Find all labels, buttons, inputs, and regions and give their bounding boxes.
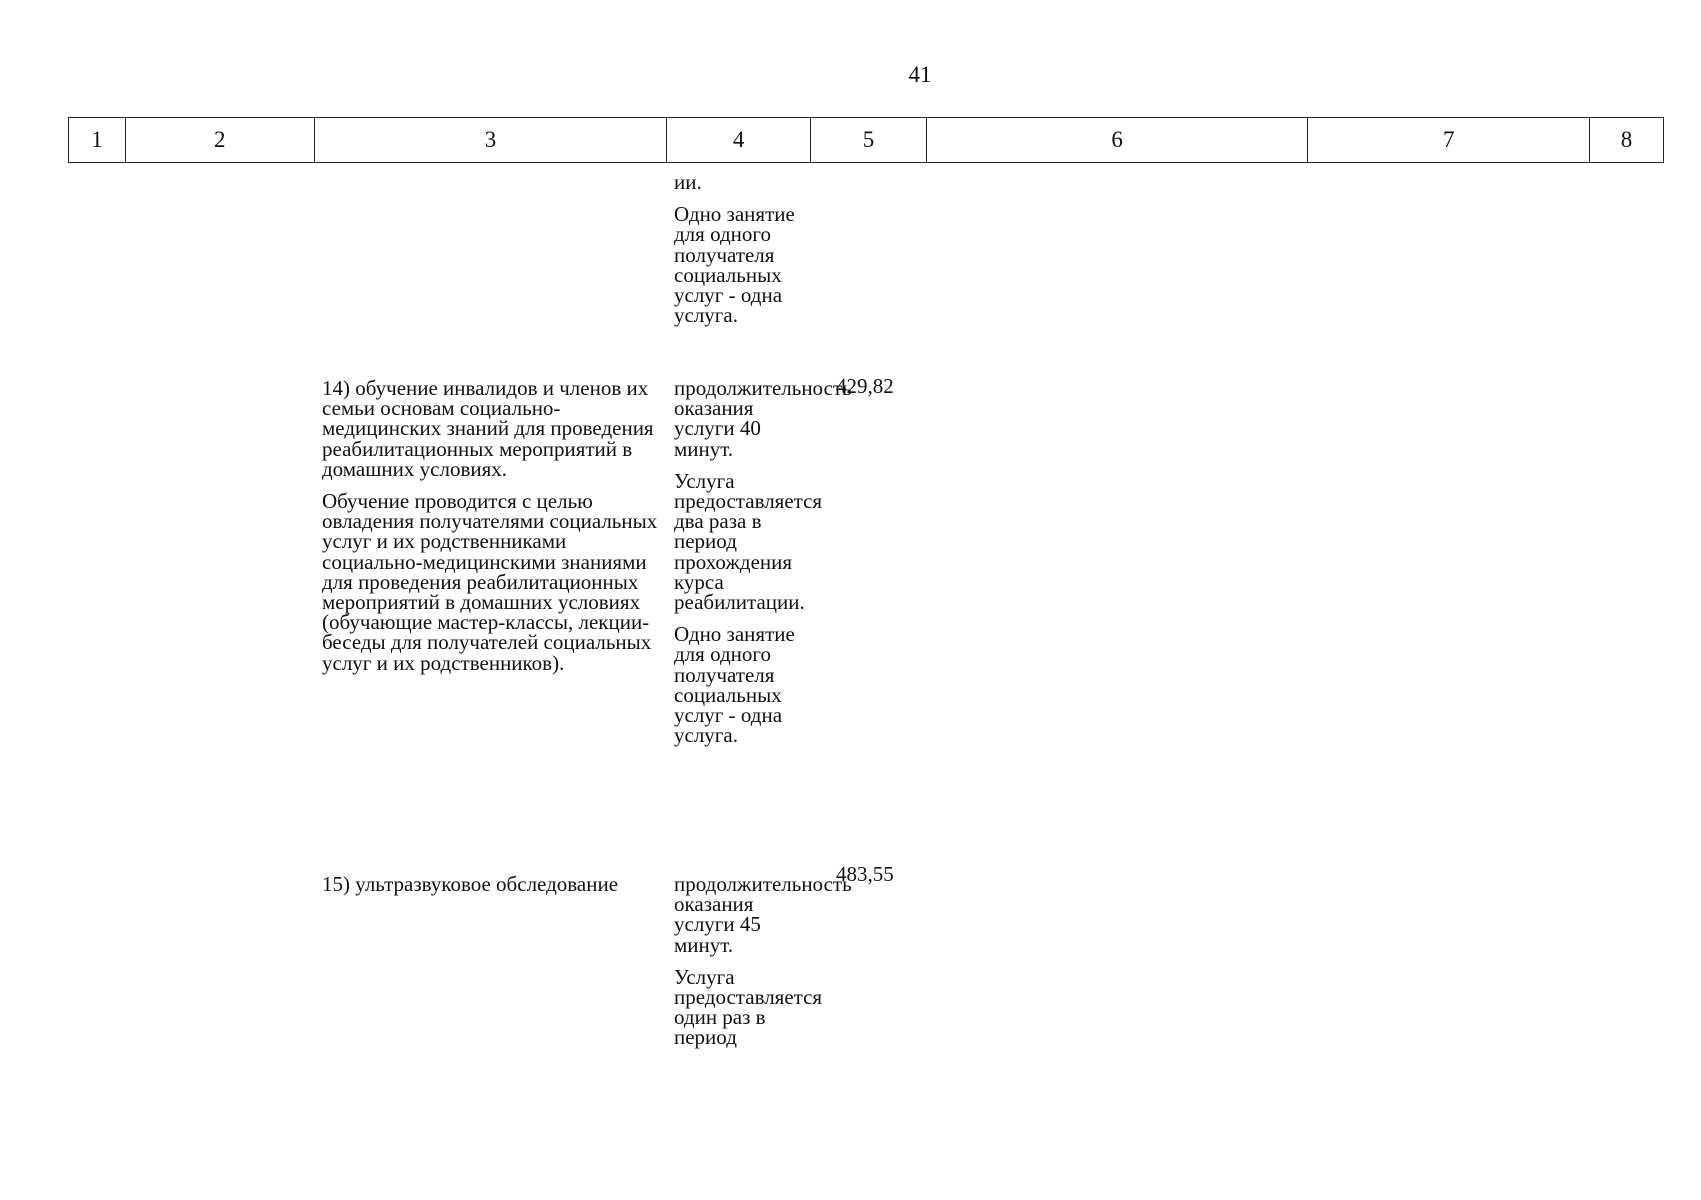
table-header-row (68, 117, 1664, 163)
service-15-frequency: Услуга предоставляется один раз в период (674, 964, 823, 1050)
header-cell-5: 5 (811, 118, 927, 162)
header-cell-7: 7 (1308, 118, 1590, 162)
service-15-title: 15) ультразвуковое обследование (322, 872, 619, 896)
header-cell-8: 8 (1620, 127, 1633, 152)
service-14-unit: Одно занятие для одного получателя социальных услуг - одна услуга. (674, 622, 795, 748)
row-1-col4 (674, 376, 852, 757)
header-cell-6: 6 (927, 118, 1309, 162)
service-14-price: 429,82 (836, 374, 894, 398)
row-0-col4-line: Одно занятие для одного получателя социальных услуг - одна услуга. (674, 202, 795, 328)
row-2-col4 (674, 872, 852, 1060)
row-1-col3 (322, 378, 662, 685)
header-cell-2: 2 (126, 118, 315, 162)
row-0-col4-line: ии. (674, 170, 702, 194)
service-14-frequency: Услуга предоставляется два раза в период прохождения курса реабилитации. (674, 468, 823, 615)
service-15-price: 483,55 (836, 862, 894, 886)
service-14-description: Обучение проводится с целью овладения получателями социальных услуг и их родственниками социально-медицинскими знаниями для проведения реабилитационных мероприятий в домашних условиях (обучающие мастер-классы, лекции-беседы для получателей социальных услуг и их родственников). (322, 489, 658, 675)
header-cell-4: 4 (667, 118, 811, 162)
row-2-col3 (322, 874, 662, 906)
service-14-duration: продолжительность оказания услуги 40 минут. (674, 376, 852, 461)
page-number: 41 (908, 62, 932, 87)
service-14-title: 14) обучение инвалидов и членов их семьи основам социально-медицинских знаний для проведения реабилитационных мероприятий в домашних условиях. (322, 376, 654, 481)
row-0-col4 (674, 172, 814, 337)
header-cell-3: 3 (315, 118, 668, 162)
header-cell-1: 1 (69, 118, 126, 162)
service-15-duration: продолжительность оказания услуги 45 минут. (674, 872, 852, 957)
